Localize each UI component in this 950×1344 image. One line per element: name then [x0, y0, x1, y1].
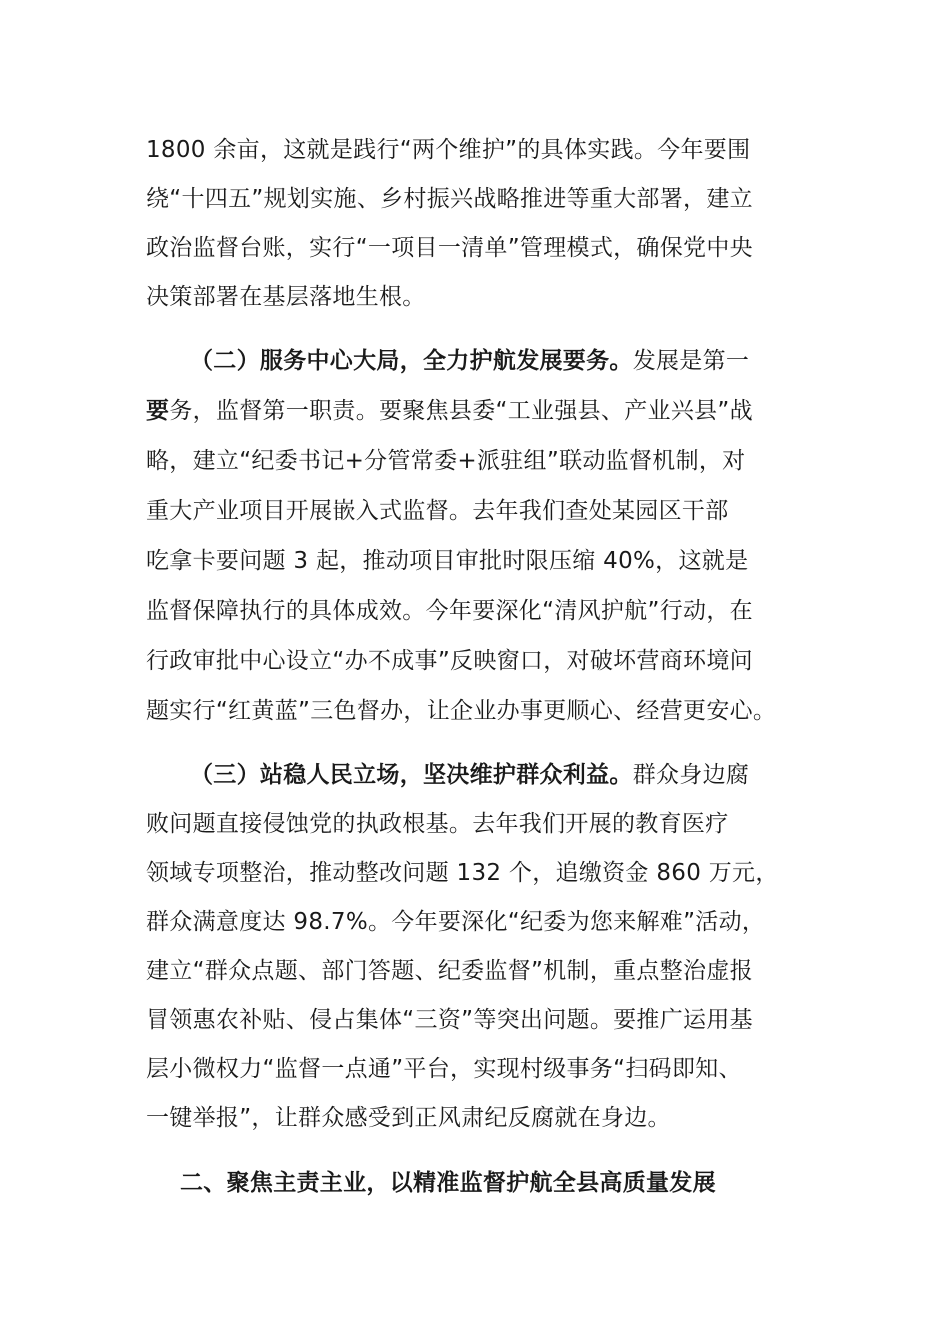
intro-line-4: 决策部署在基层落地生根。 [146, 284, 426, 310]
section-3-first-line [190, 755, 890, 795]
section-2-line-8: 题实行“红黄蓝”三色督办，让企业办事更顺心、经营更安心。 [146, 698, 777, 724]
section-3-line-1-text: 群众身边腐 [632, 762, 750, 788]
intro-line-2: 绕“十四五”规划实施、乡村振兴战略推进等重大部署，建立 [146, 186, 753, 212]
heading-2: 二、聚焦主责主业，以精准监督护航全县高质量发展 [180, 1170, 716, 1196]
section-2-line-2 [146, 391, 846, 431]
section-3-line-2: 败问题直接侵蚀党的执政根基。去年我们开展的教育医疗 [146, 811, 729, 837]
section-3-title: （三）站稳人民立场，坚决维护群众利益。 [190, 762, 633, 788]
intro-line-3: 政治监督台账，实行“一项目一清单”管理模式，确保党中央 [146, 235, 753, 261]
section-2-first-line [190, 341, 890, 381]
section-2-line-4: 重大产业项目开展嵌入式监督。去年我们查处某园区干部 [146, 498, 729, 524]
intro-line-1: 1800 余亩，这就是践行“两个维护”的具体实践。今年要围 [146, 137, 751, 163]
section-2-line-3: 略，建立“纪委书记+分管常委+派驻组”联动监督机制，对 [146, 448, 746, 474]
section-3-line-6: 冒领惠农补贴、侵占集体“三资”等突出问题。要推广运用基 [146, 1007, 753, 1033]
section-3-line-5: 建立“群众点题、部门答题、纪委监督”机制，重点整治虚报 [146, 958, 753, 984]
section-2-line-1-text: 发展是第一 [632, 348, 750, 374]
section-2-title: （二）服务中心大局，全力护航发展要务。 [190, 348, 633, 374]
section-2-line-7: 行政审批中心设立“办不成事”反映窗口，对破坏营商环境问 [146, 648, 753, 674]
section-3-line-8: 一键举报”，让群众感受到正风肃纪反腐就在身边。 [146, 1105, 671, 1131]
section-3-line-3: 领域专项整治，推动整改问题 132 个，追缴资金 860 万元， [146, 860, 779, 886]
section-3-line-4: 群众满意度达 98.7%。今年要深化“纪委为您来解难”活动， [146, 909, 766, 935]
section-2-line-5: 吃拿卡要问题 3 起，推动项目审批时限压缩 40%，这就是 [146, 548, 749, 574]
section-2-line-6: 监督保障执行的具体成效。今年要深化“清风护航”行动，在 [146, 598, 753, 624]
section-2-line-2-text: 务，监督第一职责。要聚焦县委“工业强县、产业兴县”战 [169, 398, 753, 424]
section-3-line-7: 层小微权力“监督一点通”平台，实现村级事务“扫码即知、 [146, 1056, 742, 1082]
section-2-line-2-bold: 要 [146, 398, 170, 424]
